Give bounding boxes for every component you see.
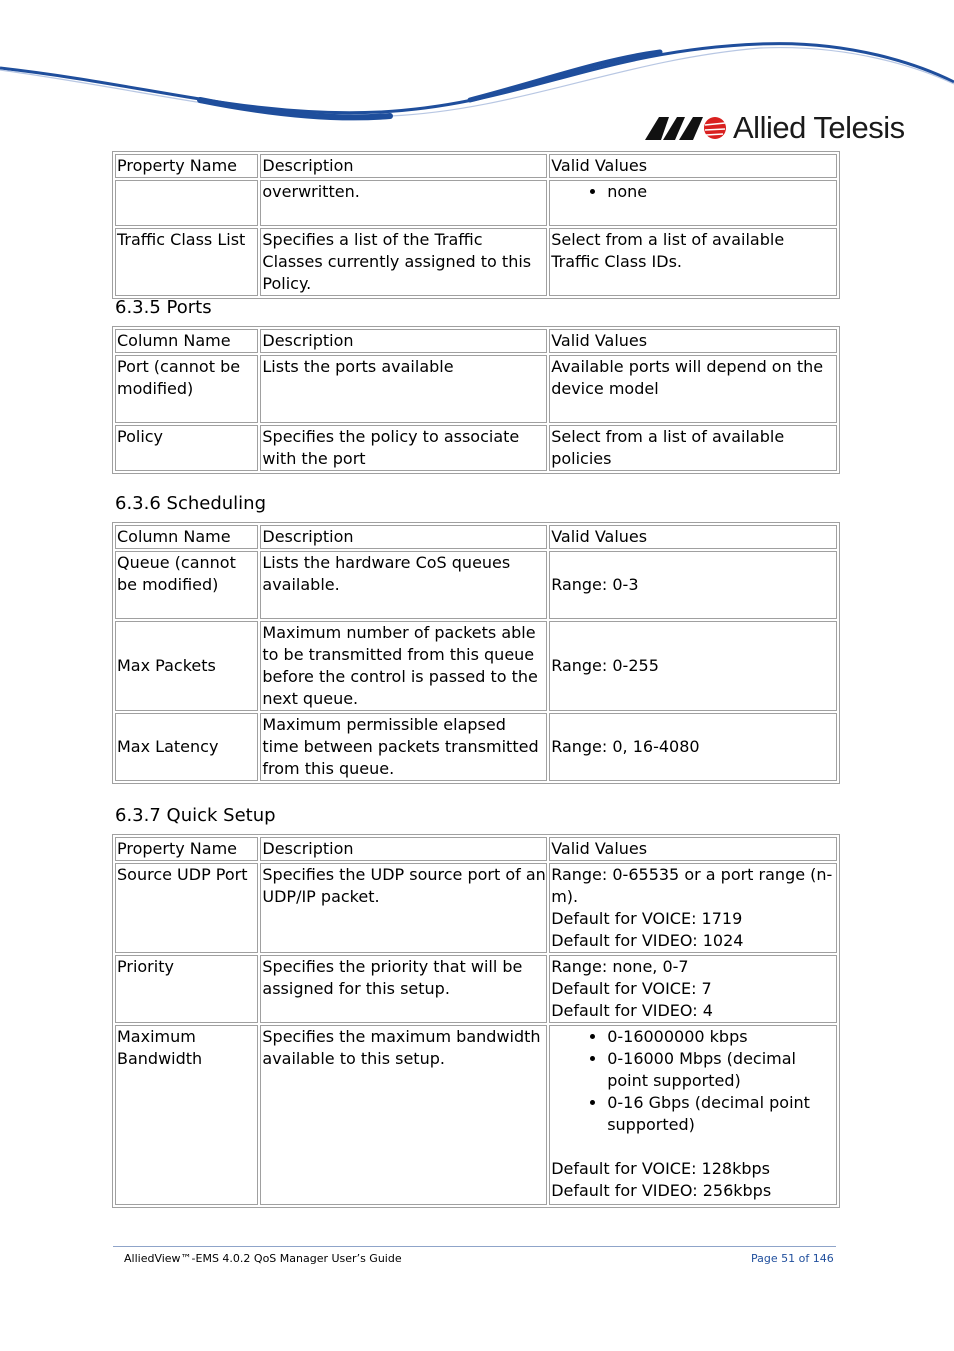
description-cell: Specifies the maximum bandwidth available to this setup. — [260, 1025, 547, 1205]
name-cell: Max Packets — [115, 621, 258, 711]
header-cell: Description — [260, 525, 547, 549]
ports-table — [112, 326, 840, 474]
values-cell — [549, 1025, 837, 1205]
list-item: • 0-16000000 kbps — [607, 1026, 836, 1048]
description-cell: Lists the hardware CoS queues available. — [260, 551, 547, 619]
table-row — [115, 355, 837, 423]
table-row — [115, 713, 837, 781]
section-title-scheduling: 6.3.6 Scheduling — [115, 493, 266, 514]
footer-rule — [113, 1246, 836, 1247]
video-default: Default for VIDEO: 1024 — [551, 931, 744, 950]
voice-default: Default for VOICE: 1719 — [551, 909, 743, 928]
video-default: Default for VIDEO: 4 — [551, 1001, 713, 1020]
header-cell: Property Name — [115, 154, 258, 178]
table-row — [115, 425, 837, 471]
header-cell: Description — [260, 154, 547, 178]
name-cell: Queue (cannot be modified) — [115, 551, 258, 619]
footer-guide-title: AlliedView™-EMS 4.0.2 QoS Manager User’s Guide — [124, 1252, 402, 1265]
name-cell: Policy — [115, 425, 258, 471]
name-cell: Port (cannot be modified) — [115, 355, 258, 423]
quick-setup-table — [112, 834, 840, 1208]
description-cell: Specifies the UDP source port of an UDP/IP packet. — [260, 863, 547, 953]
header-cell: Valid Values — [549, 525, 837, 549]
table-header-row — [115, 154, 837, 178]
name-cell: Traffic Class List — [115, 228, 258, 296]
table-row — [115, 863, 837, 953]
allied-telesis-logo — [645, 110, 905, 146]
values-cell — [549, 863, 837, 953]
header-cell: Valid Values — [549, 329, 837, 353]
list-item: • 0-16 Gbps (decimal point supported) — [607, 1092, 836, 1136]
section-title-quick-setup: 6.3.7 Quick Setup — [115, 805, 276, 826]
values-cell: Range: 0, 16-4080 — [549, 713, 837, 781]
scheduling-table — [112, 522, 840, 784]
bandwidth-list — [551, 1026, 836, 1136]
values-cell — [549, 955, 837, 1023]
header-cell: Valid Values — [549, 154, 837, 178]
values-cell: Select from a list of available Traffic Class IDs. — [549, 228, 837, 296]
name-cell: Source UDP Port — [115, 863, 258, 953]
table-header-row — [115, 525, 837, 549]
description-cell: Specifies the priority that will be assigned for this setup. — [260, 955, 547, 1023]
section-title-ports: 6.3.5 Ports — [115, 297, 212, 318]
values-cell: Available ports will depend on the device model — [549, 355, 837, 423]
header-cell: Column Name — [115, 525, 258, 549]
table-row — [115, 955, 837, 1023]
list-item: • none — [607, 181, 836, 203]
video-default: Default for VIDEO: 256kbps — [551, 1181, 772, 1200]
table-header-row — [115, 837, 837, 861]
logo-text: Allied Telesis — [733, 110, 905, 145]
description-cell: Specifies the policy to associate with the port — [260, 425, 547, 471]
range-text: Range: 0-65535 or a port range (n-m). — [551, 865, 833, 906]
table-row — [115, 1025, 837, 1205]
description-cell: Lists the ports available — [260, 355, 547, 423]
name-cell: Max Latency — [115, 713, 258, 781]
header-cell: Description — [260, 837, 547, 861]
table-row — [115, 621, 837, 711]
table-row — [115, 551, 837, 619]
voice-default: Default for VOICE: 7 — [551, 979, 712, 998]
description-cell: overwritten. — [260, 180, 547, 226]
list-item: • 0-16000 Mbps (decimal point supported) — [607, 1048, 836, 1092]
name-cell — [115, 180, 258, 226]
header-cell: Description — [260, 329, 547, 353]
description-cell: Maximum number of packets able to be transmitted from this queue before the control is passed to the next queue. — [260, 621, 547, 711]
values-cell: Range: 0-3 — [549, 551, 837, 619]
values-cell — [549, 180, 837, 226]
description-cell: Maximum permissible elapsed time between packets transmitted from this queue. — [260, 713, 547, 781]
description-cell: Specifies a list of the Traffic Classes currently assigned to this Policy. — [260, 228, 547, 296]
table-row — [115, 180, 837, 226]
policy-table-continued — [112, 151, 840, 299]
voice-default: Default for VOICE: 128kbps — [551, 1159, 771, 1178]
name-cell: Maximum Bandwidth — [115, 1025, 258, 1205]
header-cell: Valid Values — [549, 837, 837, 861]
table-row — [115, 228, 837, 296]
values-cell: Select from a list of available policies — [549, 425, 837, 471]
header-cell: Column Name — [115, 329, 258, 353]
values-cell: Range: 0-255 — [549, 621, 837, 711]
table-header-row — [115, 329, 837, 353]
logo-mark-icon — [645, 115, 727, 141]
range-text: Range: none, 0-7 — [551, 957, 689, 976]
header-cell: Property Name — [115, 837, 258, 861]
footer-page-number: Page 51 of 146 — [751, 1252, 834, 1265]
name-cell: Priority — [115, 955, 258, 1023]
